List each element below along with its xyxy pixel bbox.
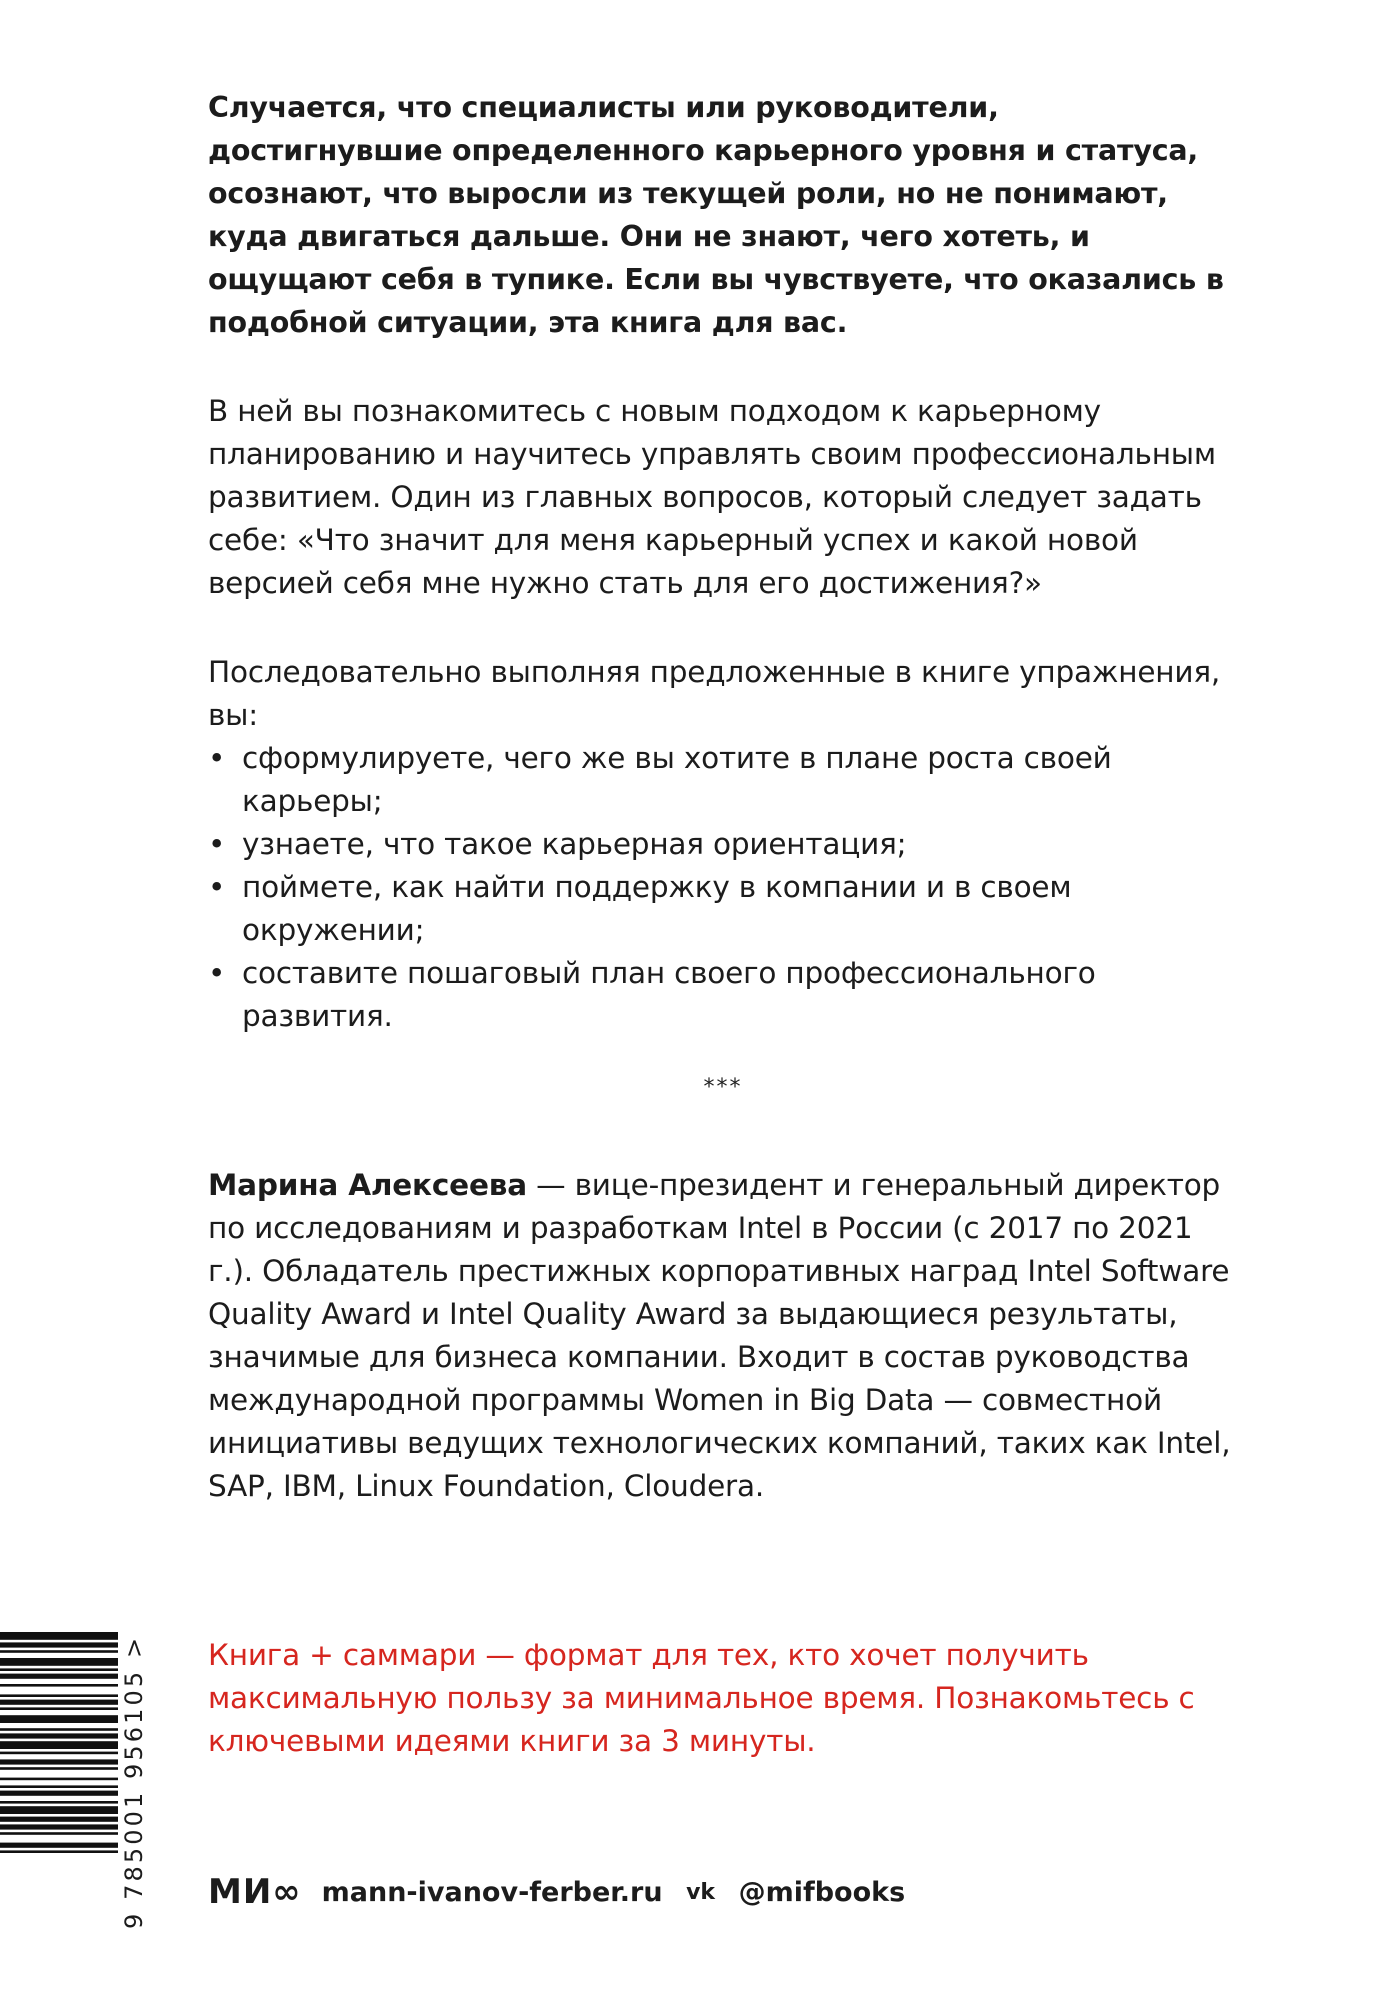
list-item: • составите пошаговый план своего профессионального развития. — [208, 952, 1238, 1038]
publisher-website[interactable]: mann-ivanov-ferber.ru — [321, 1876, 663, 1908]
intro-paragraph: В ней вы познакомитесь с новым подходом к карьерному планированию и научитесь управлять своим профессиональным развитием. Один из главных вопросов, который следует задать себе: «Что значит для меня карьерный успех и какой новой версией себя мне нужно стать для его достижения?» — [208, 394, 1216, 600]
publisher-footer — [208, 1868, 905, 1916]
bullet-icon: • — [208, 827, 226, 861]
bullet-icon: • — [208, 870, 226, 904]
section-separator: *** — [703, 1075, 743, 1100]
promo-text: Книга + саммари — формат для тех, кто хочет получить максимальную пользу за минимальное время. Познакомьтесь с ключевыми идеями книги за 3 минуты. — [208, 1638, 1195, 1758]
author-name: Марина Алексеева — [208, 1168, 527, 1202]
author-bio — [208, 1164, 1238, 1508]
list-item: • сформулируете, чего же вы хотите в плане роста своей карьеры; — [208, 737, 1238, 823]
social-handle[interactable]: @mifbooks — [738, 1876, 906, 1908]
bullet-icon: • — [208, 741, 226, 775]
benefits-list — [208, 737, 1238, 1038]
back-cover-text — [208, 86, 1238, 1508]
isbn-number: 9 785001 956105 > — [120, 1634, 148, 1930]
lead-paragraph: Случается, что специалисты или руководители, достигнувшие определенного карьерного уровня и статуса, осознают, что выросли из текущей роли, но не понимают, куда двигаться дальше. Они не знают, чего хотеть, и ощущают себя в тупике. Если вы чувствуете, что оказались в подобной ситуации, эта книга для вас. — [208, 91, 1224, 339]
isbn-barcode — [0, 1632, 150, 1932]
list-item: • поймете, как найти поддержку в компании и в своем окружении; — [208, 866, 1238, 952]
exercises-lead-in: Последовательно выполняя предложенные в книге упражнения, вы: — [208, 655, 1221, 732]
publisher-logo: МИ∞ — [208, 1872, 302, 1912]
vk-icon[interactable]: vk — [686, 1879, 716, 1905]
author-bio-text: — вице-президент и генеральный директор по исследованиям и разработкам Intel в России (с 2017 по 2021 г.). Обладатель престижных корпоративных наград Intel Software Quality Award и Intel Quality Award за выдающиеся результаты, значимые для бизнеса компании. Входит в состав руководства международной программы Women in Big Data — совместной инициативы ведущих технологических компаний, таких как Intel, SAP, IBM, Linux Foundation, Cloudera. — [208, 1168, 1231, 1503]
bullet-icon: • — [208, 956, 226, 990]
barcode-icon — [0, 1632, 118, 1932]
list-item: • узнаете, что такое карьерная ориентация; — [208, 823, 1238, 866]
